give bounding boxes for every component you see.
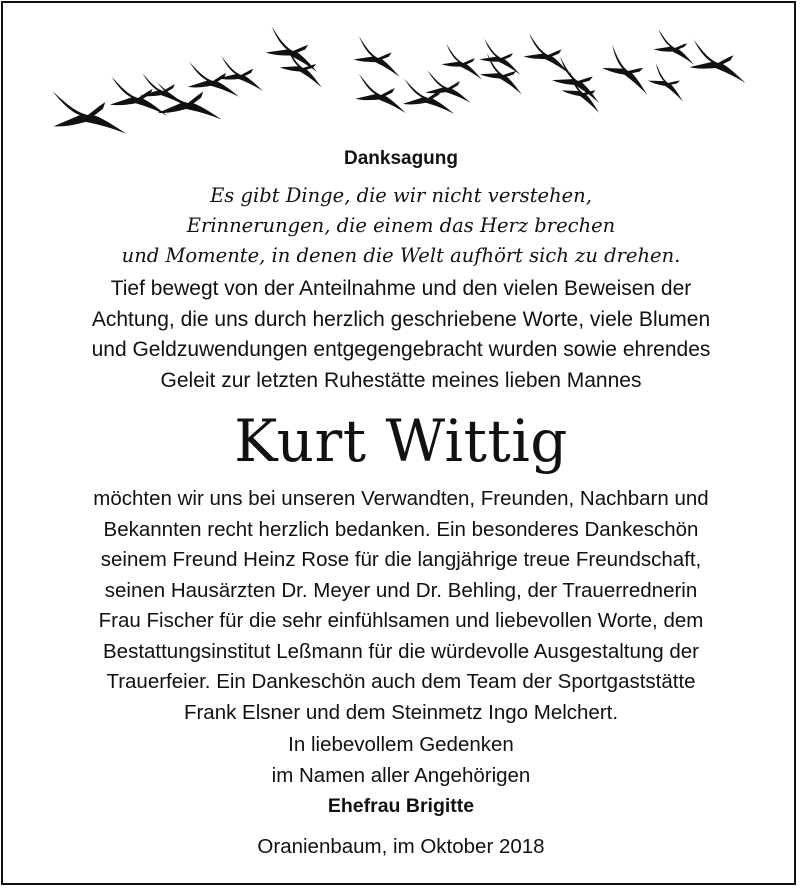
bird-silhouette <box>441 44 482 80</box>
bird-silhouette <box>150 69 221 135</box>
thanks-line: Frau Fischer für die sehr einfühlsamen und liebevollen Worte, dem <box>98 609 704 632</box>
thanks-line: seinen Hausärzten Dr. Meyer und Dr. Behling, der Trauerrednerin <box>104 578 698 602</box>
bird-silhouette <box>559 70 605 113</box>
bird-silhouette <box>105 68 167 125</box>
bird-silhouette <box>266 27 318 73</box>
thanks-line: möchten wir uns bei unseren Verwandten, Freunden, Nachbarn und <box>93 487 709 510</box>
thanks-line: Bestattungsinstitut Leßmann für die würdevolle Ausgestaltung der <box>103 639 699 663</box>
signature: Ehefrau Brigitte <box>327 795 475 817</box>
quote-line: Es gibt Dinge, die wir nicht verstehen, <box>210 184 592 207</box>
closing-line: In liebevollem Gedenken <box>288 733 514 756</box>
notice-frame <box>1 1 796 885</box>
bird-silhouette <box>524 33 570 74</box>
bird-silhouette <box>653 29 694 65</box>
thanks-line: Bekannten recht herzlich bedanken. Ein besonderes Dankeschön <box>103 517 699 541</box>
bird-silhouette <box>183 54 239 105</box>
quote-line: und Momente, in denen die Welt aufhört sich zu drehen. <box>121 244 681 267</box>
thanks-paragraph <box>3 484 799 728</box>
bird-silhouette <box>45 76 126 143</box>
thanks-line: Frank Elsner und dem Steinmetz Ingo Melchert. <box>183 700 619 724</box>
thanks-line: Trauerfeier. Ein Dankeschön auch dem Team der Sportgaststätte <box>106 670 696 693</box>
intro-line: Geleit zur letzten Ruhestätte meines lieben Mannes <box>160 368 642 392</box>
bird-silhouette <box>398 71 454 122</box>
bird-silhouette <box>599 44 655 95</box>
bird-silhouette <box>687 35 745 88</box>
quote-line: Erinnerungen, die einem das Herz brechen <box>186 214 616 237</box>
intro-line: und Geldzuwendungen entgegengebracht wurden sowie ehrendes <box>91 338 711 361</box>
closing-line: im Namen aller Angehörigen <box>271 763 531 787</box>
bird-silhouette <box>479 39 520 75</box>
deceased-name: Kurt Wittig <box>234 407 568 475</box>
notice-title: Danksagung <box>343 148 459 169</box>
bird-silhouette <box>353 70 406 117</box>
bird-silhouette <box>645 62 688 102</box>
quote-block <box>3 181 799 271</box>
intro-paragraph <box>3 274 799 396</box>
intro-line: Achtung, die uns durch herzlich geschriebene Worte, viele Blumen <box>91 307 711 331</box>
closing-block <box>3 730 799 822</box>
intro-line: Tief bewegt von der Anteilnahme und den vielen Beweisen der <box>110 277 692 300</box>
place-date: Oranienbaum, im Oktober 2018 <box>257 835 545 858</box>
flying-birds-icon <box>3 3 799 143</box>
thanks-line: seinem Freund Heinz Rose für die langjährige treue Freundschaft, <box>100 548 702 571</box>
bird-silhouette <box>354 36 400 77</box>
